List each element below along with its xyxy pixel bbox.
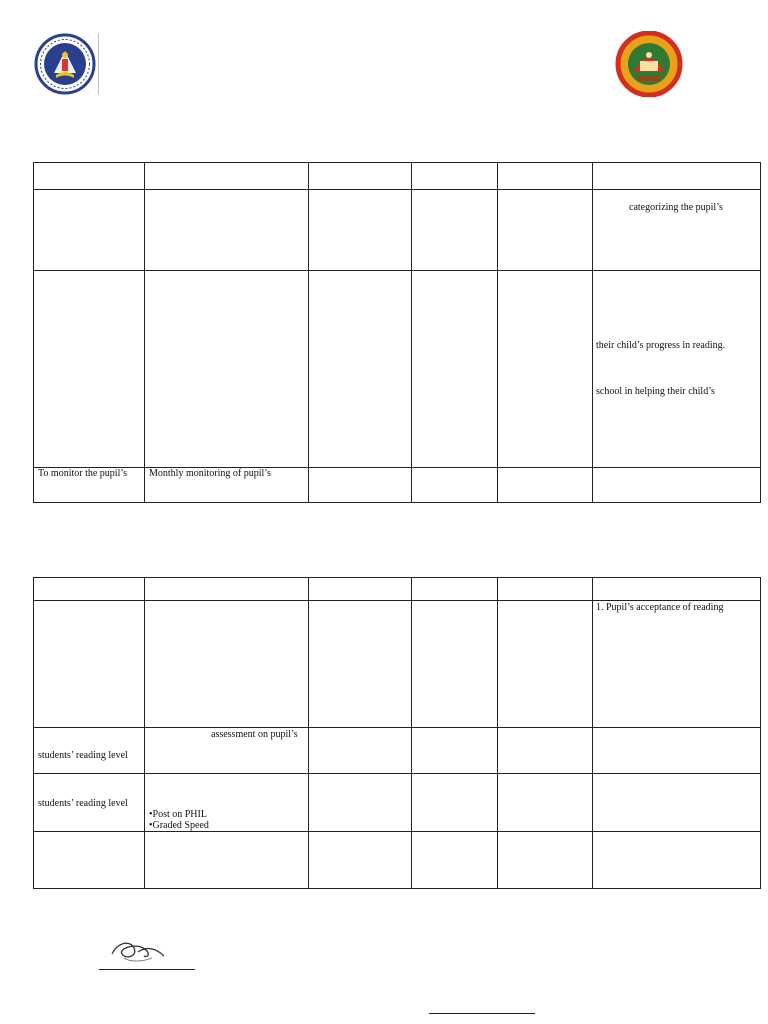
- table-cell: [34, 832, 145, 889]
- table-row: [34, 190, 761, 271]
- table-cell: [498, 832, 593, 889]
- table-cell: [145, 190, 309, 271]
- signature-mark-icon: [108, 936, 168, 966]
- table-cell: [309, 578, 412, 601]
- cell-text: 1. Pupil’s acceptance of reading: [596, 602, 724, 613]
- table-cell: [34, 163, 145, 190]
- table-cell: [498, 774, 593, 832]
- signature-line-left: [99, 969, 195, 970]
- cell-text: categorizing the pupil’s: [629, 202, 723, 213]
- table-cell: [593, 578, 761, 601]
- activity-table-1: [33, 162, 761, 503]
- table-row: [34, 728, 761, 774]
- header-divider: [98, 33, 99, 95]
- table-header-row: [34, 163, 761, 190]
- table-row: [34, 774, 761, 832]
- table-cell: [34, 578, 145, 601]
- table-cell: [593, 728, 761, 774]
- table-cell: [34, 190, 145, 271]
- cell-text: Monthly monitoring of pupil’s: [149, 468, 271, 479]
- cell-text: their child’s progress in reading.: [596, 340, 726, 351]
- table-cell: [309, 190, 412, 271]
- table-cell: [593, 468, 761, 503]
- table-cell: [498, 163, 593, 190]
- table-cell: [498, 601, 593, 728]
- table-cell: [498, 728, 593, 774]
- table-header-row: [34, 578, 761, 601]
- cell-text: students’ reading level: [38, 750, 128, 761]
- table-cell: [593, 163, 761, 190]
- table-cell: [412, 832, 498, 889]
- table-cell: [145, 163, 309, 190]
- table-cell: [412, 728, 498, 774]
- cell-text: school in helping their child’s: [596, 386, 715, 397]
- table-cell: [309, 163, 412, 190]
- cell-text: •Post on PHIL: [149, 809, 207, 820]
- table-row: [34, 271, 761, 468]
- table-cell: [34, 728, 145, 774]
- school-seal-icon: [614, 31, 684, 97]
- table-cell: [412, 468, 498, 503]
- table-cell: [593, 832, 761, 889]
- table-cell: [309, 832, 412, 889]
- table-cell: [412, 271, 498, 468]
- table-cell: [145, 774, 309, 832]
- table-cell: [498, 190, 593, 271]
- table-row: [34, 468, 761, 503]
- table-cell: [145, 468, 309, 503]
- table-cell: [593, 601, 761, 728]
- table-cell: [34, 774, 145, 832]
- table-cell: [412, 190, 498, 271]
- table-cell: [145, 578, 309, 601]
- table-cell: [309, 271, 412, 468]
- cell-text: assessment on pupil’s: [211, 729, 298, 740]
- table-cell: [145, 601, 309, 728]
- table-cell: [309, 774, 412, 832]
- cell-text: students’ reading level: [38, 798, 128, 809]
- signature-line-right: [429, 1013, 535, 1014]
- table-row: [34, 601, 761, 728]
- table-cell: [412, 578, 498, 601]
- table-cell: [593, 190, 761, 271]
- table-cell: [309, 728, 412, 774]
- table-cell: [309, 601, 412, 728]
- cell-text: To monitor the pupil’s: [38, 468, 128, 479]
- table-cell: [498, 271, 593, 468]
- activity-table-2: [33, 577, 761, 889]
- table-cell: [412, 774, 498, 832]
- table-cell: [412, 601, 498, 728]
- table-cell: [34, 468, 145, 503]
- table-cell: [593, 774, 761, 832]
- table-cell: [498, 578, 593, 601]
- table-cell: [34, 271, 145, 468]
- table-cell: [498, 468, 593, 503]
- table-cell: [145, 832, 309, 889]
- table-cell: [593, 271, 761, 468]
- table-row: [34, 832, 761, 889]
- cell-text: •Graded Speed: [149, 820, 209, 831]
- table-cell: [309, 468, 412, 503]
- table-cell: [34, 601, 145, 728]
- table-cell: [145, 728, 309, 774]
- deped-seal-icon: [32, 33, 98, 95]
- table-cell: [412, 163, 498, 190]
- table-cell: [145, 271, 309, 468]
